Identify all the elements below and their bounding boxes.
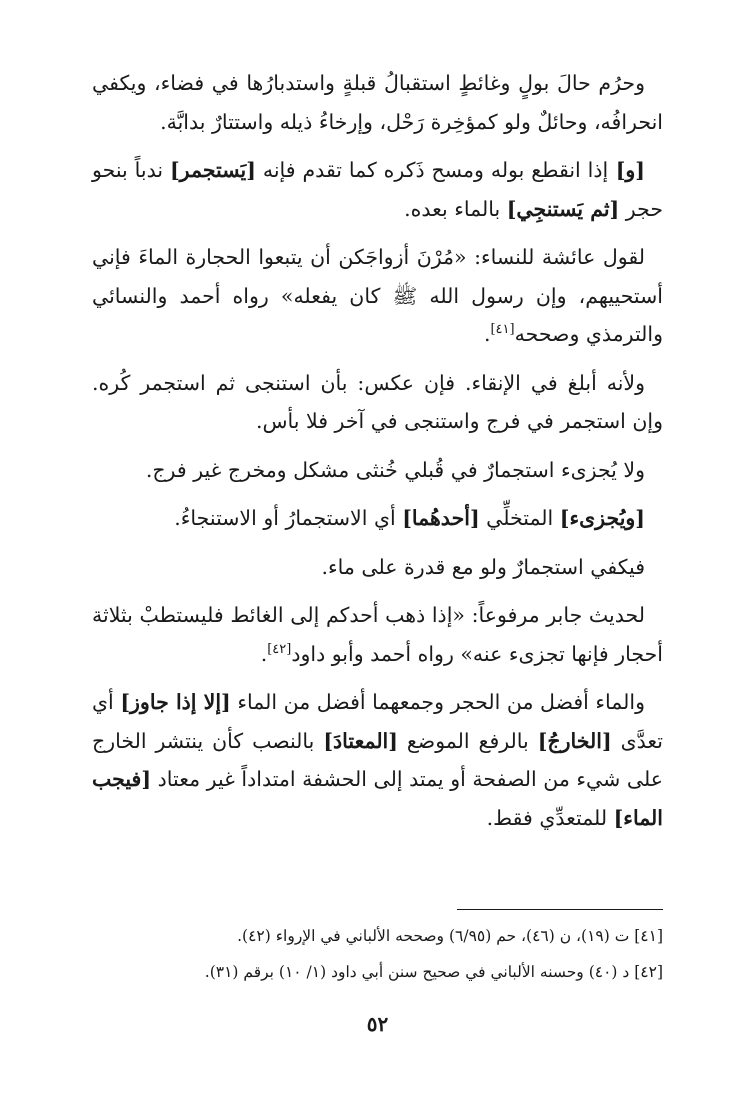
footnote-separator <box>457 909 663 910</box>
sharh-text: بالنصب كأن ينتشر الخارج على شيء من الصفحة أو يمتد إلى الحشفة امتداداً غير معتاد <box>92 728 663 791</box>
paragraph <box>92 451 663 490</box>
paragraph <box>92 596 663 673</box>
matn-text: [و] <box>608 158 646 182</box>
sharh-text: بالرفع الموضع <box>397 728 538 753</box>
paragraph <box>92 499 663 538</box>
sharh-text: وحرُم حالَ بولٍ وغائطٍ استقبالُ قبلةٍ واستدبارُها في فضاء، ويكفي انحرافُه، وحائلٌ ولو كمؤخِرة رَحْل، وإرخاءُ ذيله واستتارٌ بدابَّة. <box>92 71 663 134</box>
sharh-text: فيكفي استجمارٌ ولو مع قدرة على ماء. <box>321 554 645 579</box>
sharh-text: لقول عائشة للنساء: «مُرْنَ أزواجَكن أن يتبعوا الحجارة الماءَ فإني أستحييهم، وإن رسول الله ﷺ كان يفعله» رواه أحمد والنسائي والترمذي وصححه <box>92 245 663 346</box>
matn-text: [ثم يَستنجِي] <box>506 196 620 221</box>
sharh-text: المتخلِّي <box>479 506 560 530</box>
sharh-text: أي الاستجمارُ أو الاستنجاءُ. <box>174 506 403 530</box>
sharh-text: ولا يُجزىء استجمارٌ في قُبلي خُنثى مشكل ومخرج غير فرج. <box>145 457 645 482</box>
page-number: ٥٢ <box>366 1012 389 1036</box>
sharh-text: ندباً بنحو حجر <box>92 158 663 221</box>
footnote-reference: [٤٢] <box>267 641 292 657</box>
sharh-text: والماء أفضل من الحجر وجمعهما أفضل من الماء <box>230 690 645 714</box>
paragraph <box>92 64 663 141</box>
sharh-text: إذا انقطع بوله ومسح ذَكره كما تقدم فإنه <box>255 158 609 182</box>
paragraph <box>92 683 663 837</box>
matn-text: [الخارجُ] <box>537 728 612 753</box>
matn-text: [يَستجمر] <box>169 158 256 182</box>
sharh-text: ولأنه أبلغ في الإنقاء. فإن عكس: بأن استنجى ثم استجمر كُره. وإن استجمر في فرج واستنجى في آخر فلا بأس. <box>92 370 663 433</box>
sharh-text: للمتعدِّي فقط. <box>486 805 614 830</box>
matn-text: [إلا إذا جاوز] <box>120 690 231 714</box>
footnote: [٤٢] د (٤٠) وحسنه الألباني في صحيح سنن أبي داود (١/ ١٠) برقم (٣١). <box>204 963 663 981</box>
sharh-text: . <box>260 641 268 666</box>
footnote: [٤١] ت (١٩)، ن (٤٦)، حم (٦/٩٥) وصححه الألباني في الإرواء (٤٢). <box>237 927 663 945</box>
paragraph <box>92 151 663 228</box>
sharh-text: بالماء بعده. <box>404 196 507 221</box>
matn-text: [المعتادَ] <box>323 728 398 753</box>
sharh-text: لحديث جابر مرفوعاً: «إذا ذهب أحدكم إلى الغائط فليستطبْ بثلاثة أحجار فإنها تجزىء عنه» رواه أحمد وأبو داود <box>92 603 663 666</box>
sharh-text: أي تعدَّى <box>92 690 663 753</box>
matn-text: [أحدهُما] <box>402 506 480 530</box>
main-text <box>92 64 663 847</box>
matn-text: [فيجب الماء] <box>92 767 663 830</box>
sharh-text: . <box>483 322 491 346</box>
matn-text: [ويُجزىء] <box>559 506 645 530</box>
paragraph <box>92 364 663 441</box>
footnotes <box>92 918 663 990</box>
footnote-reference: [٤١] <box>490 322 515 338</box>
paragraph <box>92 238 663 354</box>
paragraph <box>92 548 663 587</box>
